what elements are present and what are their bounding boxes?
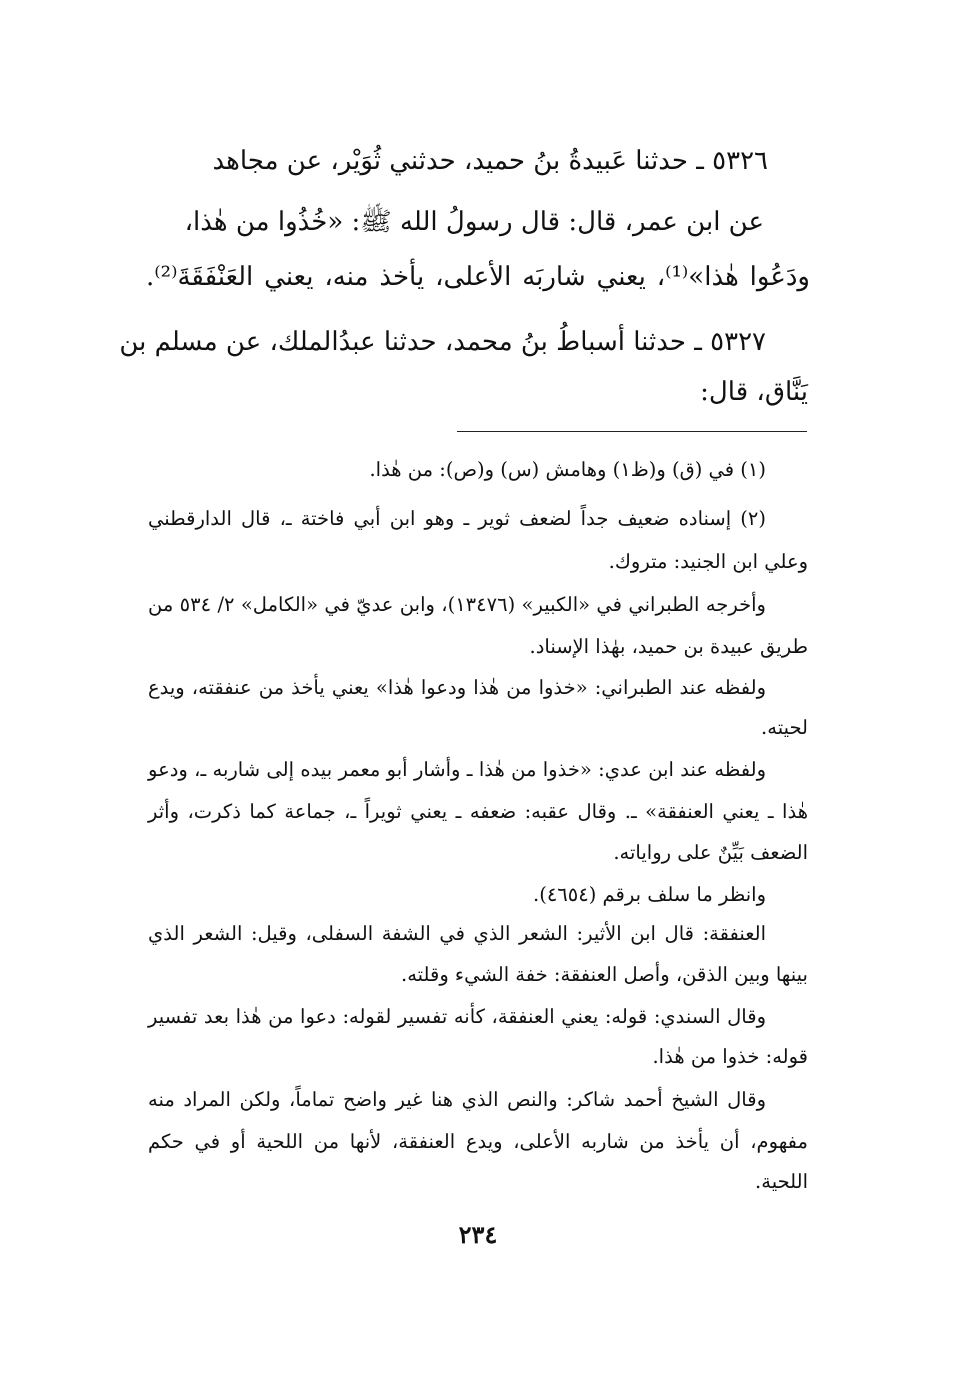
footnote-2-line-13: وقال السندي: قوله: يعني العنفقة، كأنه تفسير لقوله: دعوا من هٰذا بعد تفسير (148, 1005, 766, 1028)
hadith-5326-line-1: ٥٣٢٦ ـ حدثنا عَبيدةُ بنُ حميد، حدثني ثُوَيْر، عن مجاهد (212, 146, 768, 176)
footnote-2-line-1: (٢) إسناده ضعيف جداً لضعف ثوير ـ وهو ابن أبي فاختة ـ، قال الدارقطني (148, 507, 766, 530)
hadith-5326-line-3: ودَعُوا هٰذا»⁽¹⁾، يعني شاربَه الأعلى، يأخذ منه، يعني العَنْفَقَةَ⁽²⁾. (146, 262, 810, 292)
hadith-5327-line-2: يَنَّاق، قال: (700, 377, 808, 407)
footnote-2-line-7: ولفظه عند ابن عدي: «خذوا من هٰذا ـ وأشار أبو معمر بيده إلى شاربه ـ، ودعو (148, 758, 766, 781)
page-number: ٢٣٤ (458, 1220, 498, 1249)
footnote-2-line-10: وانظر ما سلف برقم (٤٦٥٤). (533, 883, 766, 906)
footnote-2-line-12: بينها وبين الذقن، وأصل العنفقة: خفة الشيء وقلته. (401, 963, 808, 986)
footnote-1: (١) في (ق) و(ظ١) وهامش (س) و(ص): من هٰذا. (369, 458, 766, 481)
footnote-2-line-11: العنفقة: قال ابن الأثير: الشعر الذي في الشفة السفلى، وقيل: الشعر الذي (148, 922, 766, 945)
footnote-2-line-15: وقال الشيخ أحمد شاكر: والنص الذي هنا غير واضح تماماً، ولكن المراد منه (148, 1088, 766, 1111)
footnote-2-line-16: مفهوم، أن يأخذ من شاربه الأعلى، ويدع العنفقة، لأنها من اللحية أو في حكم (148, 1130, 808, 1153)
footnote-separator (457, 431, 807, 432)
footnote-2-line-5: ولفظه عند الطبراني: «خذوا من هٰذا ودعوا هٰذا» يعني يأخذ من عنفقته، ويدع (148, 676, 766, 699)
footnote-2-line-17: اللحية. (755, 1170, 808, 1193)
hadith-5326-line-2: عن ابن عمر، قال: قال رسولُ الله ﷺ: «خُذُوا من هٰذا، (184, 207, 764, 237)
hadith-5327-line-1: ٥٣٢٧ ـ حدثنا أسباطُ بنُ محمد، حدثنا عبدُالملك، عن مسلم بن (119, 327, 766, 357)
footnote-2-line-6: لحيته. (761, 716, 808, 739)
footnote-2-line-4: طريق عبيدة بن حميد، بهٰذا الإسناد. (529, 635, 808, 658)
footnote-2-line-9: الضعف بَيِّنٌ على رواياته. (613, 841, 808, 864)
footnote-2-line-14: قوله: خذوا من هٰذا. (652, 1045, 808, 1068)
footnote-2-line-8: هٰذا ـ يعني العنفقة» ـ. وقال عقبه: ضعفه ـ يعني ثويراً ـ، جماعة كما ذكرت، وأثر (148, 800, 808, 823)
footnote-2-line-3: وأخرجه الطبراني في «الكبير» (١٣٤٧٦)، وابن عديّ في «الكامل» ٢/ ٥٣٤ من (148, 593, 766, 616)
footnote-2-line-2: وعلي ابن الجنيد: متروك. (608, 550, 808, 573)
